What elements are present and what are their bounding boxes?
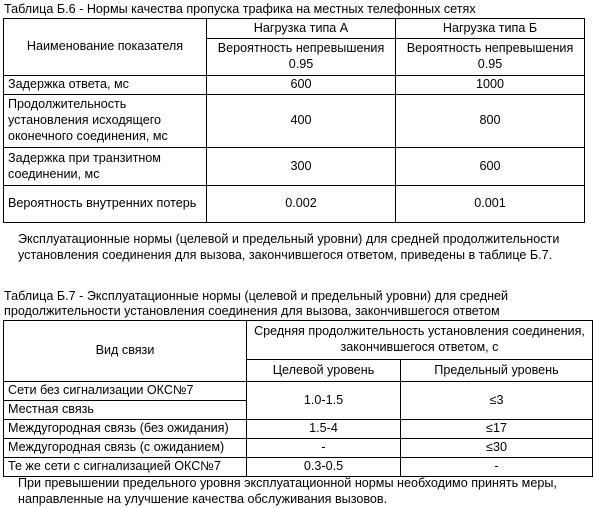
value-a: 400 [207,95,396,148]
connection-type: Сети без сигнализации ОКС№7 [4,382,247,401]
header-indicator-name: Наименование показателя [4,19,207,76]
table-row [4,420,593,439]
target-value: 1.5-4 [247,420,401,439]
header-limit-level: Предельный уровень [401,359,593,381]
table-row [4,76,585,95]
value-a: 600 [207,76,396,95]
target-value: 1.0-1.5 [247,382,401,420]
value-b: 1000 [396,76,585,95]
limit-value: ≤30 [401,439,593,458]
value-a: 300 [207,148,396,186]
table-row [4,458,593,477]
limit-value: ≤3 [401,382,593,420]
header-probability-a: Вероятность непревышения 0.95 [207,39,396,76]
limit-value: - [401,458,593,477]
header-connection-type: Вид связи [4,321,247,382]
value-b: 0.001 [396,186,585,223]
table-b7-caption-line-2: продолжительности установления соединения для вызова, закончившегося ответом [4,304,500,318]
connection-type: Междугородная связь (без ожидания) [4,420,247,439]
indicator-name: Задержка при транзитном соединении, мс [4,148,207,186]
table-row [4,439,593,458]
value-a: 0.002 [207,186,396,223]
connection-type: Те же сети с сигнализацией ОКС№7 [4,458,247,477]
paragraph-exceeding-limit [4,476,594,507]
target-value: - [247,439,401,458]
header-target-level: Целевой уровень [247,359,401,381]
indicator-name: Вероятность внутренних потерь [4,186,207,223]
value-b: 800 [396,95,585,148]
connection-type: Междугородная связь (с ожиданием) [4,439,247,458]
indicator-name: Продолжительность установления исходящего оконечного соединения, мс [4,95,207,148]
target-value: 0.3-0.5 [247,458,401,477]
connection-type: Местная связь [4,401,247,420]
header-load-a: Нагрузка типа А [207,19,396,39]
table-row [4,186,585,223]
table-b7 [3,320,593,477]
header-load-b: Нагрузка типа Б [396,19,585,39]
table-row [4,148,585,186]
table-row [4,382,593,401]
limit-value: ≤17 [401,420,593,439]
table-row [4,95,585,148]
header-probability-b: Вероятность непревышения 0.95 [396,39,585,76]
header-average-duration: Средняя продолжительность установления соединения, закончившегося ответом, с [247,321,593,360]
indicator-name: Задержка ответа, мс [4,76,207,95]
paragraph-b7-reference [4,232,594,263]
value-b: 600 [396,148,585,186]
table-b7-caption-line-1: Таблица Б.7 - Эксплуатационные нормы (целевой и предельный уровни) для средней [4,289,509,303]
paragraph-text: При превышении предельного уровня эксплуатационной нормы необходимо принять меры, направленные на улучшение качества обслуживания вызовов. [18,476,557,506]
paragraph-text: Эксплуатационные нормы (целевой и предельный уровни) для средней продолжительности установления соединения для вызова, закончившегося ответом, приведены в таблице Б.7. [18,232,560,262]
table-b6-caption: Таблица Б.6 - Нормы качества пропуска трафика на местных телефонных сетях [4,2,476,16]
table-b6 [3,18,585,223]
